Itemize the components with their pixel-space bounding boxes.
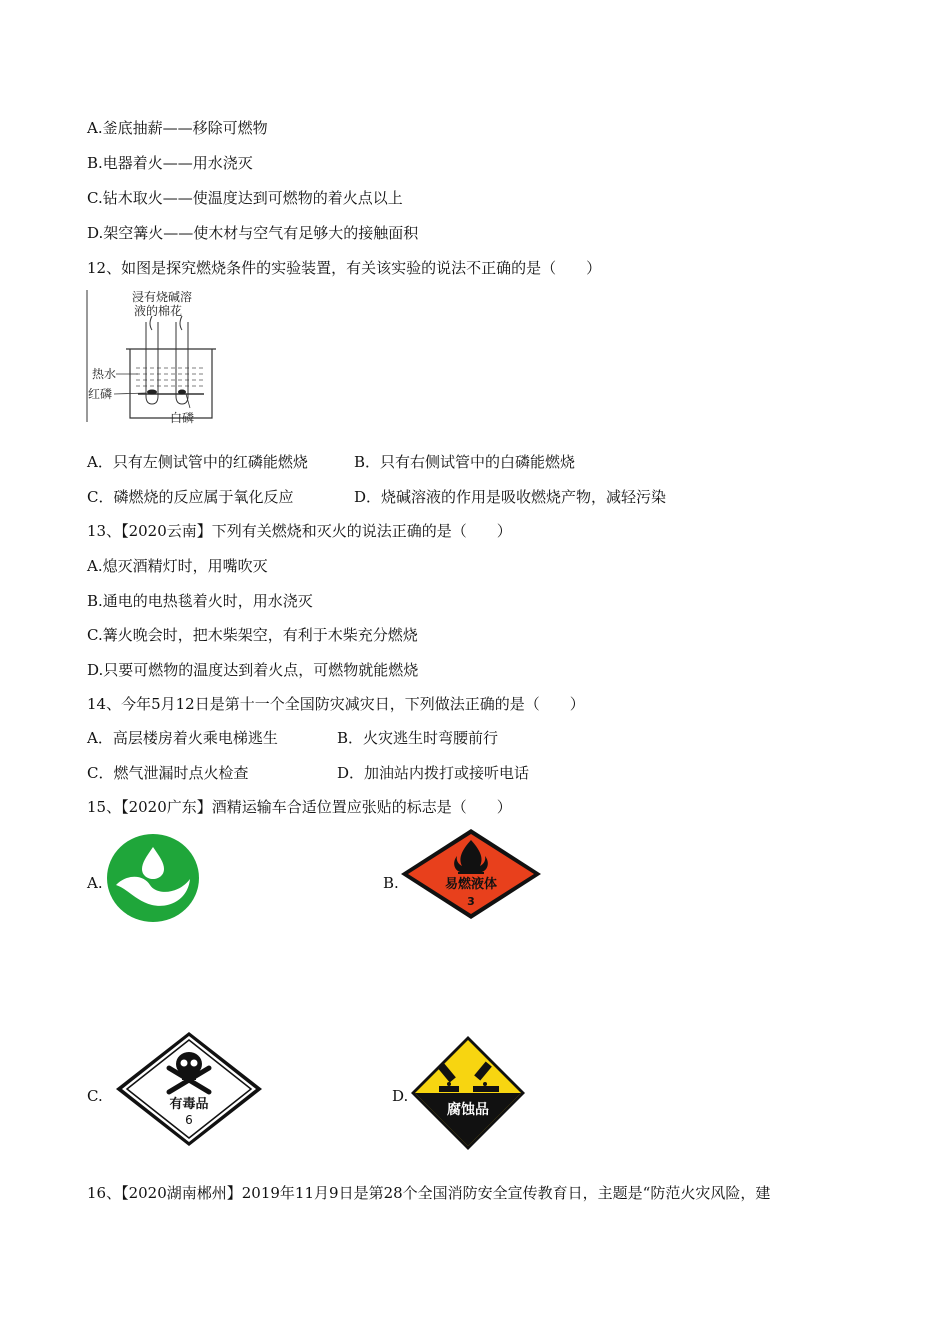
sign-c-text: 有毒品	[169, 1097, 209, 1112]
figure-label-cotton-2: 液的棉花	[134, 304, 183, 318]
sign-c-number: 6	[185, 1113, 193, 1127]
q11-option-a: A.釜底抽薪——移除可燃物	[87, 119, 268, 137]
q12-option-b: B．只有右侧试管中的白磷能燃烧	[354, 453, 576, 471]
q16-stem: 16、【2020湖南郴州】2019年11月9日是第28个全国消防安全宣传教育日，主题是“防范火灾风险，建	[87, 1184, 771, 1202]
q11-option-d: D.架空篝火——使木材与空气有足够大的接触面积	[87, 224, 419, 242]
corrosive-substance-sign-icon	[409, 1034, 527, 1152]
q12-stem: 12、如图是探究燃烧条件的实验装置，有关该实验的说法不正确的是（ ）	[87, 259, 602, 277]
flammable-liquid-sign-icon	[400, 828, 542, 920]
q15-stem: 15、【2020广东】酒精运输车合适位置应张贴的标志是（ ）	[87, 798, 512, 816]
q14-stem: 14、今年5月12日是第十一个全国防灾减灾日，下列做法正确的是（ ）	[87, 695, 585, 713]
water-saving-sign-icon	[106, 833, 200, 923]
q12-option-c: C．磷燃烧的反应属于氧化反应	[87, 488, 294, 506]
q14-option-c: C．燃气泄漏时点火检查	[87, 764, 249, 782]
q13-stem: 13、【2020云南】下列有关燃烧和灭火的说法正确的是（ ）	[87, 522, 512, 540]
q15-label-d: D.	[392, 1087, 409, 1105]
toxic-substance-sign-icon	[114, 1030, 264, 1148]
q12-option-a: A．只有左侧试管中的红磷能燃烧	[87, 453, 308, 471]
q13-option-c: C.篝火晚会时，把木柴架空，有利于木柴充分燃烧	[87, 626, 418, 644]
q15-label-b: B.	[383, 874, 399, 892]
combustion-apparatus-figure	[86, 286, 226, 426]
figure-label-cotton-1: 浸有烧碱溶	[132, 290, 193, 304]
q13-option-a: A.熄灭酒精灯时，用嘴吹灭	[87, 557, 268, 575]
sign-b-text: 易燃液体	[444, 877, 498, 892]
figure-label-white-phosphorus: 白磷	[170, 411, 195, 425]
figure-label-hot-water: 热水	[92, 367, 117, 381]
figure-label-red-phosphorus: 红磷	[88, 387, 113, 401]
q15-label-a: A.	[87, 874, 103, 892]
q14-option-d: D．加油站内拨打或接听电话	[337, 764, 530, 782]
q12-option-d: D．烧碱溶液的作用是吸收燃烧产物，减轻污染	[354, 488, 667, 506]
sign-b-number: 3	[467, 895, 475, 908]
q14-option-a: A．高层楼房着火乘电梯逃生	[87, 729, 278, 747]
q14-option-b: B．火灾逃生时弯腰前行	[337, 729, 499, 747]
q11-option-c: C.钻木取火——使温度达到可燃物的着火点以上	[87, 189, 403, 207]
sign-d-text: 腐蚀品	[447, 1102, 489, 1118]
q13-option-b: B.通电的电热毯着火时，用水浇灭	[87, 592, 313, 610]
q13-option-d: D.只要可燃物的温度达到着火点，可燃物就能燃烧	[87, 661, 419, 679]
q11-option-b: B.电器着火——用水浇灭	[87, 154, 253, 172]
q15-label-c: C.	[87, 1087, 103, 1105]
